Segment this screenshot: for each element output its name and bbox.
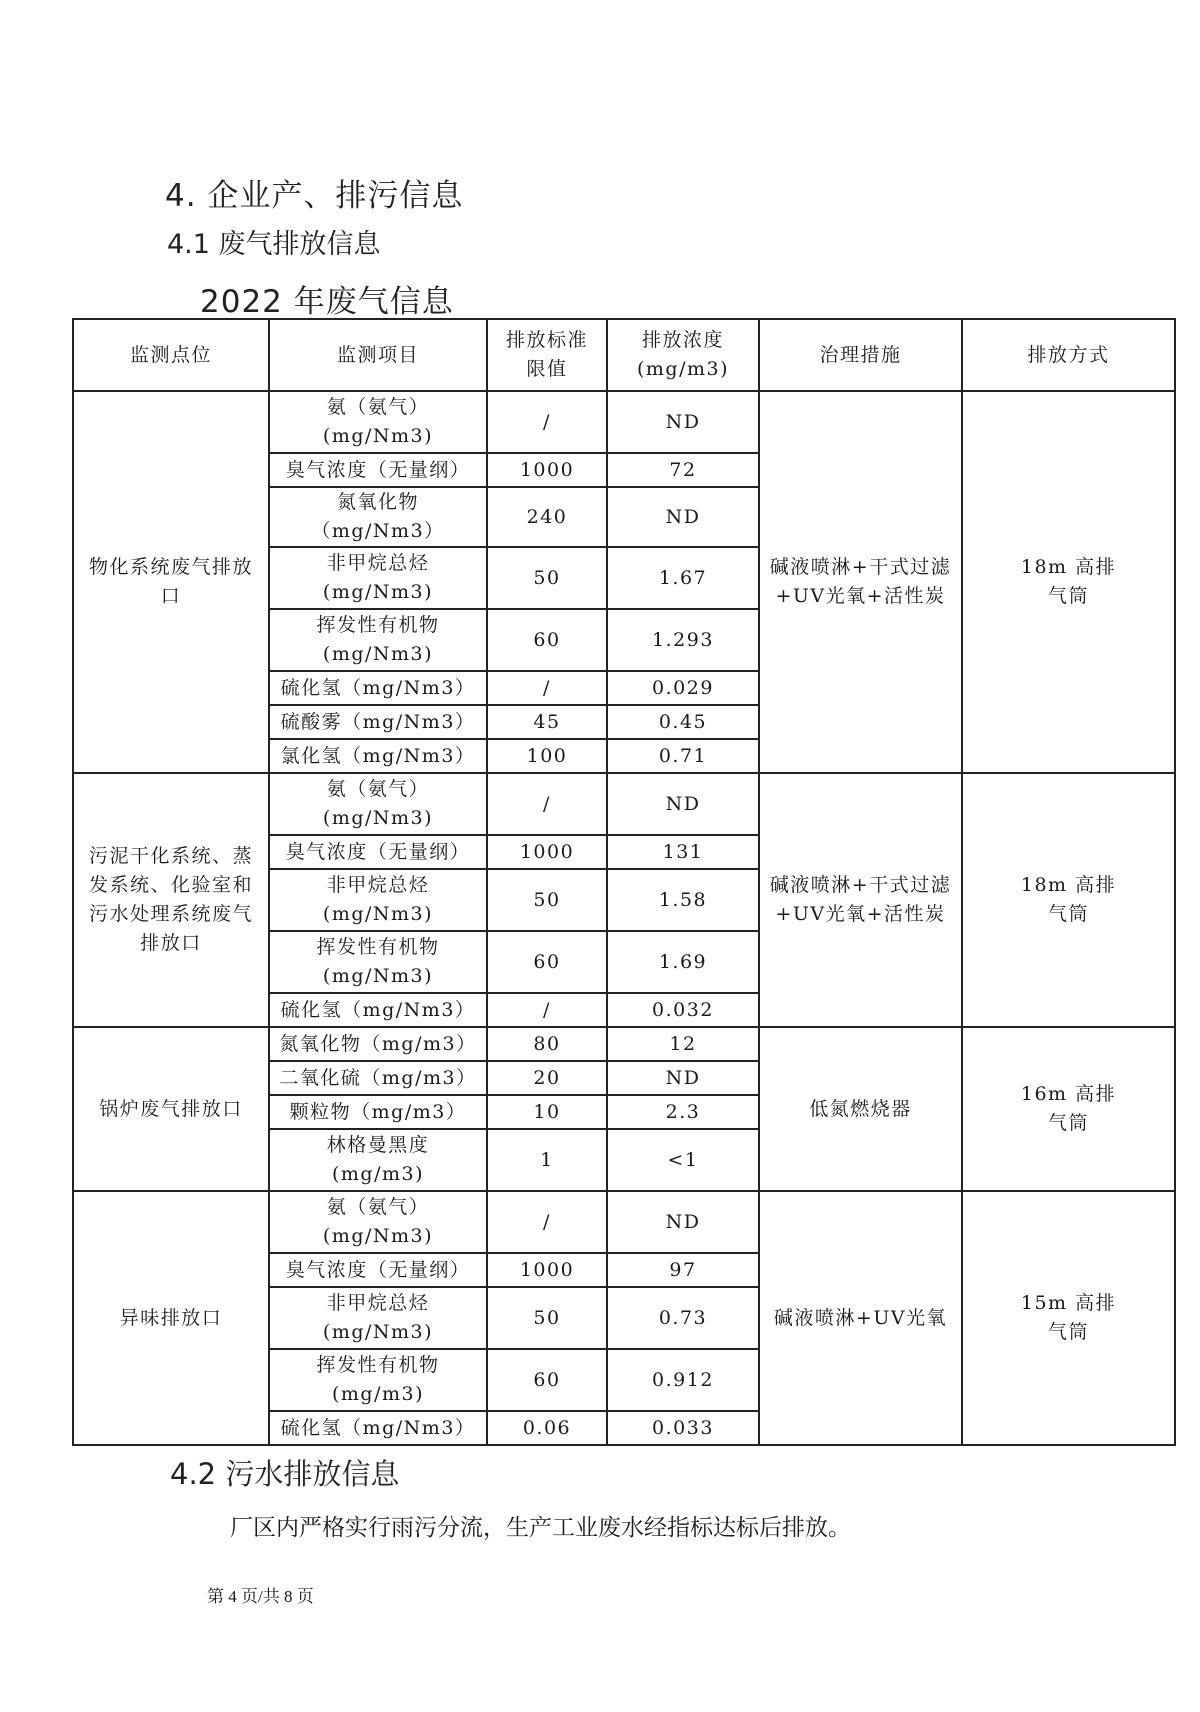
limit-cell: / — [487, 773, 607, 835]
concentration-cell: ND — [607, 1191, 759, 1253]
concentration-cell: 0.029 — [607, 671, 759, 705]
item-cell: 硫化氢（mg/Nm3） — [269, 993, 487, 1027]
item-cell: 氮氧化物（mg/Nm3） — [269, 487, 487, 547]
limit-cell: 1000 — [487, 1253, 607, 1287]
discharge-method-cell: 18m 高排 气筒 — [962, 391, 1175, 773]
section-heading: 4. 企业产、排污信息 — [165, 178, 464, 214]
item-cell: 硫化氢（mg/Nm3） — [269, 1411, 487, 1445]
header-monitoring-item: 监测项目 — [269, 319, 487, 391]
subsection-heading-gas: 4.1 废气排放信息 — [167, 229, 381, 260]
page-footer: 第 4 页/共 8 页 — [207, 1587, 314, 1606]
limit-cell: 50 — [487, 547, 607, 609]
table-row — [73, 1191, 1175, 1253]
header-limit: 排放标准 限值 — [487, 319, 607, 391]
limit-cell: 60 — [487, 1349, 607, 1411]
item-cell: 硫化氢（mg/Nm3） — [269, 671, 487, 705]
limit-cell: / — [487, 671, 607, 705]
item-cell: 氮氧化物（mg/m3） — [269, 1027, 487, 1061]
concentration-cell: 1.67 — [607, 547, 759, 609]
limit-cell: 1000 — [487, 453, 607, 487]
limit-cell: / — [487, 993, 607, 1027]
subsection-heading-water: 4.2 污水排放信息 — [170, 1457, 400, 1491]
item-cell: 硫酸雾（mg/Nm3） — [269, 705, 487, 739]
monitoring-point-cell: 锅炉废气排放口 — [73, 1027, 269, 1191]
concentration-cell: 0.912 — [607, 1349, 759, 1411]
limit-cell: / — [487, 1191, 607, 1253]
table-row — [73, 773, 1175, 835]
item-cell: 非甲烷总烃 (mg/Nm3) — [269, 869, 487, 931]
concentration-cell: 1.69 — [607, 931, 759, 993]
concentration-cell: 1.58 — [607, 869, 759, 931]
concentration-cell: <1 — [607, 1129, 759, 1191]
monitoring-point-cell: 异味排放口 — [73, 1191, 269, 1445]
item-cell: 林格曼黑度 (mg/m3) — [269, 1129, 487, 1191]
concentration-cell: 0.71 — [607, 739, 759, 773]
limit-cell: 100 — [487, 739, 607, 773]
concentration-cell: 0.032 — [607, 993, 759, 1027]
item-cell: 非甲烷总烃 (mg/Nm3) — [269, 547, 487, 609]
discharge-method-cell: 18m 高排 气筒 — [962, 773, 1175, 1027]
table-body — [73, 391, 1175, 1445]
item-cell: 非甲烷总烃 (mg/Nm3) — [269, 1287, 487, 1349]
limit-cell: 1 — [487, 1129, 607, 1191]
exhaust-gas-table — [72, 318, 1176, 1446]
item-cell: 臭气浓度（无量纲） — [269, 453, 487, 487]
item-cell: 二氧化硫（mg/m3） — [269, 1061, 487, 1095]
monitoring-point-cell: 物化系统废气排放 口 — [73, 391, 269, 773]
item-cell: 挥发性有机物 (mg/Nm3) — [269, 609, 487, 671]
table-row — [73, 1027, 1175, 1061]
discharge-method-cell: 15m 高排 气筒 — [962, 1191, 1175, 1445]
concentration-cell: ND — [607, 487, 759, 547]
item-cell: 氨（氨气） (mg/Nm3) — [269, 391, 487, 453]
concentration-cell: 12 — [607, 1027, 759, 1061]
concentration-cell: ND — [607, 773, 759, 835]
limit-cell: 10 — [487, 1095, 607, 1129]
table-title: 2022 年废气信息 — [200, 284, 454, 320]
item-cell: 挥发性有机物 (mg/Nm3) — [269, 931, 487, 993]
discharge-method-cell: 16m 高排 气筒 — [962, 1027, 1175, 1191]
header-row — [73, 319, 1175, 391]
limit-cell: 80 — [487, 1027, 607, 1061]
limit-cell: 60 — [487, 931, 607, 993]
limit-cell: 60 — [487, 609, 607, 671]
concentration-cell: 2.3 — [607, 1095, 759, 1129]
water-paragraph: 厂区内严格实行雨污分流，生产工业废水经指标达标后排放。 — [230, 1515, 851, 1541]
limit-cell: 20 — [487, 1061, 607, 1095]
item-cell: 氨（氨气） (mg/Nm3) — [269, 1191, 487, 1253]
limit-cell: 45 — [487, 705, 607, 739]
item-cell: 颗粒物（mg/m3） — [269, 1095, 487, 1129]
item-cell: 氯化氢（mg/Nm3） — [269, 739, 487, 773]
treatment-cell: 碱液喷淋+干式过滤 +UV光氧+活性炭 — [759, 773, 962, 1027]
concentration-cell: 0.73 — [607, 1287, 759, 1349]
limit-cell: 50 — [487, 1287, 607, 1349]
item-cell: 臭气浓度（无量纲） — [269, 1253, 487, 1287]
treatment-cell: 碱液喷淋+UV光氧 — [759, 1191, 962, 1445]
monitoring-point-cell: 污泥干化系统、蒸 发系统、化验室和 污水处理系统废气 排放口 — [73, 773, 269, 1027]
item-cell: 臭气浓度（无量纲） — [269, 835, 487, 869]
concentration-cell: 97 — [607, 1253, 759, 1287]
table-row — [73, 391, 1175, 453]
header-concentration: 排放浓度 (mg/m3) — [607, 319, 759, 391]
item-cell: 挥发性有机物 (mg/m3) — [269, 1349, 487, 1411]
table-header — [73, 319, 1175, 391]
limit-cell: 1000 — [487, 835, 607, 869]
header-monitoring-point: 监测点位 — [73, 319, 269, 391]
limit-cell: 0.06 — [487, 1411, 607, 1445]
treatment-cell: 低氮燃烧器 — [759, 1027, 962, 1191]
treatment-cell: 碱液喷淋+干式过滤 +UV光氧+活性炭 — [759, 391, 962, 773]
limit-cell: 50 — [487, 869, 607, 931]
concentration-cell: ND — [607, 1061, 759, 1095]
concentration-cell: ND — [607, 391, 759, 453]
concentration-cell: 0.033 — [607, 1411, 759, 1445]
limit-cell: / — [487, 391, 607, 453]
concentration-cell: 1.293 — [607, 609, 759, 671]
header-treatment: 治理措施 — [759, 319, 962, 391]
header-discharge-method: 排放方式 — [962, 319, 1175, 391]
concentration-cell: 131 — [607, 835, 759, 869]
concentration-cell: 0.45 — [607, 705, 759, 739]
limit-cell: 240 — [487, 487, 607, 547]
item-cell: 氨（氨气） (mg/Nm3) — [269, 773, 487, 835]
concentration-cell: 72 — [607, 453, 759, 487]
